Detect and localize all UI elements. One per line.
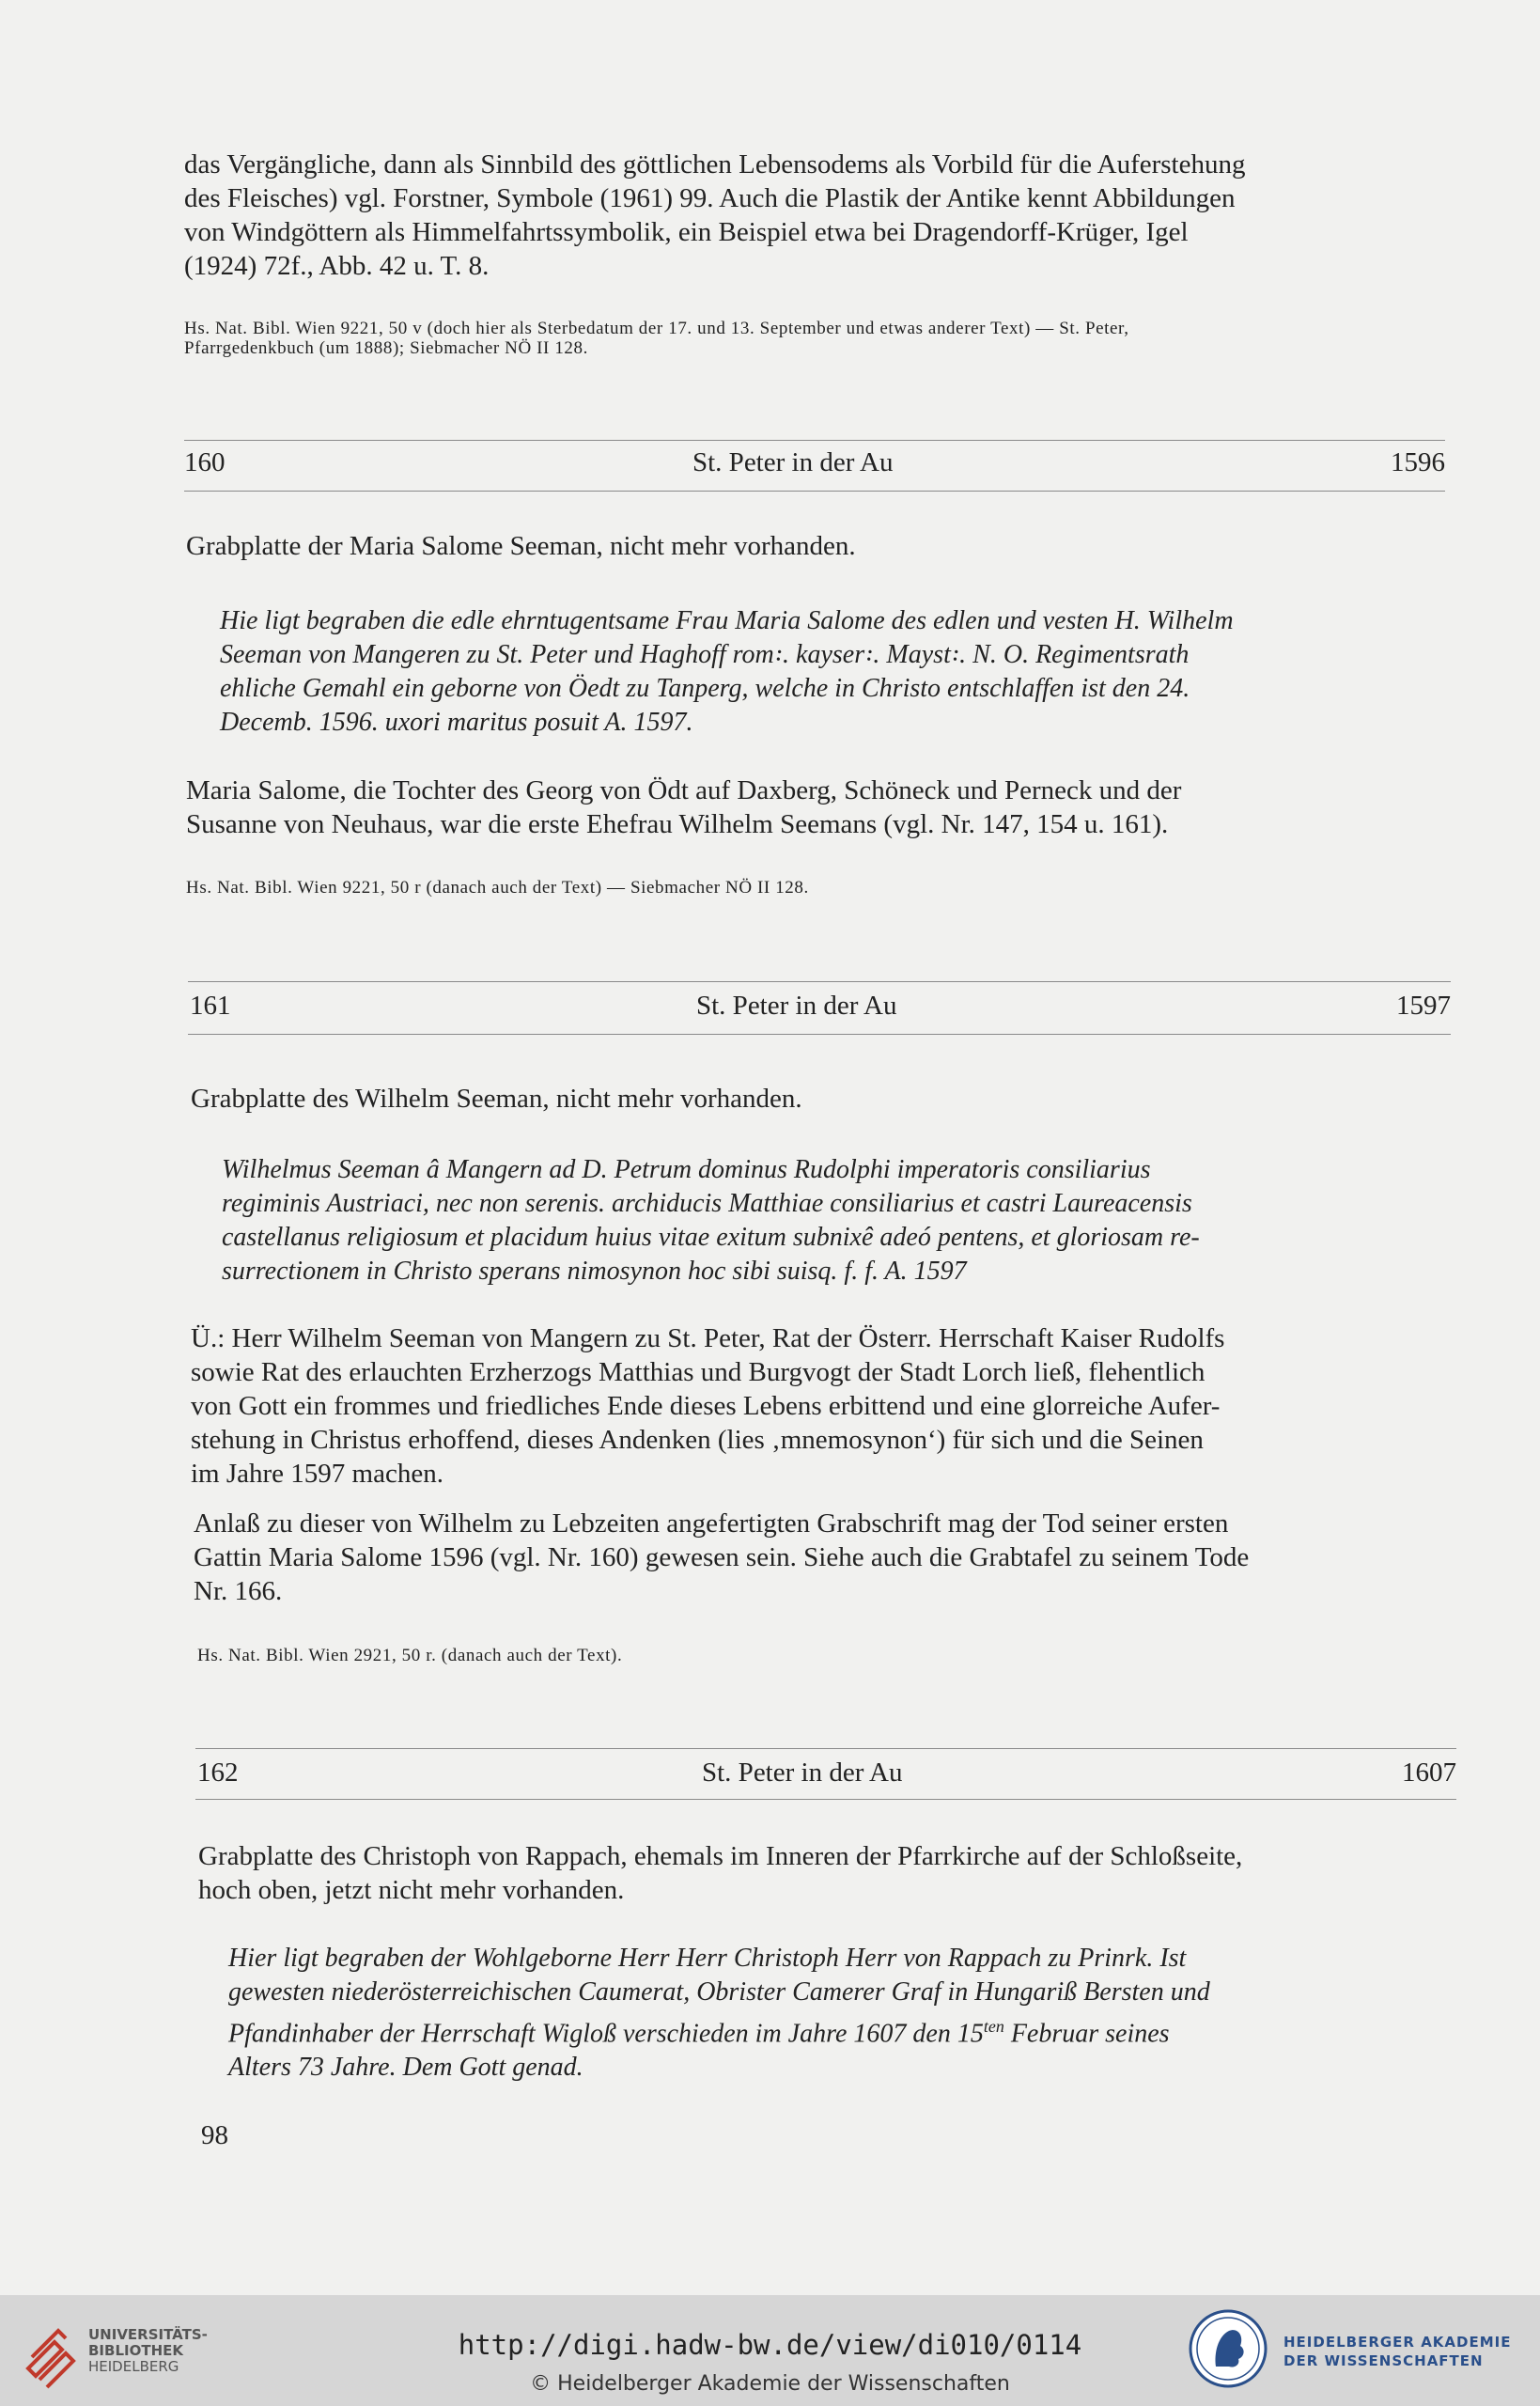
text-line: Hie ligt begraben die edle ehrntugentsame Frau Maria Salome des edlen und vesten H. Wilhelm [220,606,1234,635]
text-line: von Gott ein frommes und friedliches Ende dieses Lebens erbittend und eine glorreiche Aufer- [191,1391,1221,1421]
text-line: das Vergängliche, dann als Sinnbild des göttlichen Lebensodems als Vorbild für die Auferstehung [184,149,1246,180]
entry-year: 1607 [1402,1758,1456,1788]
entry-title: Grabplatte des Wilhelm Seeman, nicht mehr vorhanden. [191,1084,802,1114]
text-line: von Windgöttern als Himmelfahrtssymbolik, ein Beispiel etwa bei Dragendorff-Krüger, Igel [184,217,1189,247]
entry-title: Grabplatte der Maria Salome Seeman, nicht mehr vorhanden. [186,531,856,561]
library-name-line: HEIDELBERG [88,2358,179,2375]
footer-bar [0,2295,1540,2406]
entry-title [198,1839,1467,1907]
academy-name [1283,2333,1512,2370]
text-line: Wilhelmus Seeman â Mangern ad D. Petrum dominus Rudolphi imperatoris consiliarius [222,1155,1151,1184]
copyright-text: © Heidelberger Akademie der Wissenschaften [530,2372,1010,2396]
inscription [228,1942,1469,2085]
text-line: surrectionem in Christo sperans nimosynon hoc sibi suisq. f. f. A. 1597 [222,1257,967,1286]
text-line: ehliche Gemahl ein geborne von Öedt zu Tanperg, welche in Christo entschlaffen ist den 24. [220,674,1190,703]
text-line: Gattin Maria Salome 1596 (vgl. Nr. 160) gewesen sein. Siehe auch die Grabtafel zu seinem Tode [194,1542,1250,1572]
library-name-line: BIBLIOTHEK [88,2342,183,2359]
entry-place: St. Peter in der Au [696,991,897,1021]
divider [195,1799,1456,1800]
divider [184,440,1445,441]
text-line [228,2009,1469,2051]
divider [195,1748,1456,1749]
academy-name-line: DER WISSENSCHAFTEN [1283,2352,1484,2369]
text-line: regiminis Austriaci, nec non serenis. archiducis Matthiae consiliarius et castri Laureacensis [222,1189,1192,1218]
source-note: Hs. Nat. Bibl. Wien 9221, 50 r (danach auch der Text) — Siebmacher NÖ II 128. [186,878,809,898]
divider [188,1034,1451,1035]
text-line: gewesten niederösterreichischen Caumerat, Obrister Camerer Graf in Hungariß Bersten und [228,1977,1210,2007]
text-line: Pfarrgedenkbuch (um 1888); Siebmacher NÖ II 128. [184,338,588,358]
text-line: Hier ligt begraben der Wohlgeborne Herr Herr Christoph Herr von Rappach zu Prinrk. Ist [228,1944,1187,1973]
commentary-paragraph [191,1321,1459,1491]
text-line: im Jahre 1597 machen. [191,1459,443,1489]
text-line: Hs. Nat. Bibl. Wien 9221, 50 v (doch hier als Sterbedatum der 17. und 13. September und etwas anderer Text) — St. Peter, [184,319,1129,338]
commentary-paragraph [194,1507,1462,1608]
entry-number: 162 [197,1758,239,1788]
library-name-line: UNIVERSITÄTS- [88,2326,208,2343]
divider [188,981,1451,982]
text-line: Maria Salome, die Tochter des Georg von Ödt auf Daxberg, Schöneck und Perneck und der [186,775,1182,805]
source-note: Hs. Nat. Bibl. Wien 2921, 50 r. (danach auch der Text). [197,1646,623,1665]
entry-header [184,445,1445,479]
inscription-segment: Februar seines [1003,2019,1170,2049]
entry-number: 160 [184,447,226,477]
text-line: des Fleisches) vgl. Forstner, Symbole (1961) 99. Auch die Plastik der Antike kennt Abbildungen [184,183,1236,213]
text-line: stehung in Christus erhoffend, dieses Andenken (lies ‚mnemosynon‘) für sich und die Seinen [191,1425,1204,1455]
academy-seal-icon [1188,2308,1268,2389]
entry-place: St. Peter in der Au [692,447,894,477]
text-line: Susanne von Neuhaus, war die erste Ehefrau Wilhelm Seemans (vgl. Nr. 147, 154 u. 161). [186,809,1169,839]
divider [184,491,1445,492]
text-line: Anlaß zu dieser von Wilhelm zu Lebzeiten angefertigten Grabschrift mag der Tod seiner ersten [194,1508,1229,1539]
text-line: Ü.: Herr Wilhelm Seeman von Mangern zu St. Peter, Rat der Österr. Herrschaft Kaiser Rudolfs [191,1323,1225,1353]
academy-name-line: HEIDELBERGER AKADEMIE [1283,2334,1512,2351]
text-line: Nr. 166. [194,1576,283,1606]
entry-year: 1596 [1391,447,1445,477]
intro-paragraph [184,148,1443,283]
inscription [222,1153,1462,1289]
inscription [220,604,1460,740]
page-number: 98 [201,2120,228,2150]
commentary-paragraph [186,773,1454,841]
text-line: Decemb. 1596. uxori maritus posuit A. 1597. [220,708,693,737]
text-line: hoch oben, jetzt nicht mehr vorhanden. [198,1875,625,1905]
entry-year: 1597 [1396,991,1451,1021]
text-line: Grabplatte des Christoph von Rappach, ehemals im Inneren der Pfarrkirche auf der Schloßseite, [198,1841,1243,1871]
entry-number: 161 [190,991,231,1021]
text-line: castellanus religiosum et placidum huius vitae exitum subnixê adeó pentens, et gloriosam re- [222,1223,1200,1252]
inscription-segment: Pfandinhaber der Herrschaft Wigloß verschieden im Jahre 1607 den 15 [228,2019,984,2049]
text-line: (1924) 72f., Abb. 42 u. T. 8. [184,251,490,281]
entry-header [190,989,1451,1023]
entry-header [197,1756,1456,1789]
text-line: Seeman von Mangeren zu St. Peter und Haghoff rom꞉. kayser꞉. Mayst꞉. N. O. Regimentsrath [220,640,1190,669]
page-url-link[interactable]: http://digi.hadw-bw.de/view/di010/0114 [458,2329,1082,2361]
superscript: ten [983,2017,1004,2036]
text-line: sowie Rat des erlauchten Erzherzogs Matthias und Burgvogt der Stadt Lorch ließ, flehentlich [191,1357,1206,1387]
entry-place: St. Peter in der Au [702,1758,903,1788]
text-line: Alters 73 Jahre. Dem Gott genad. [228,2053,583,2083]
intro-source [184,319,1462,358]
